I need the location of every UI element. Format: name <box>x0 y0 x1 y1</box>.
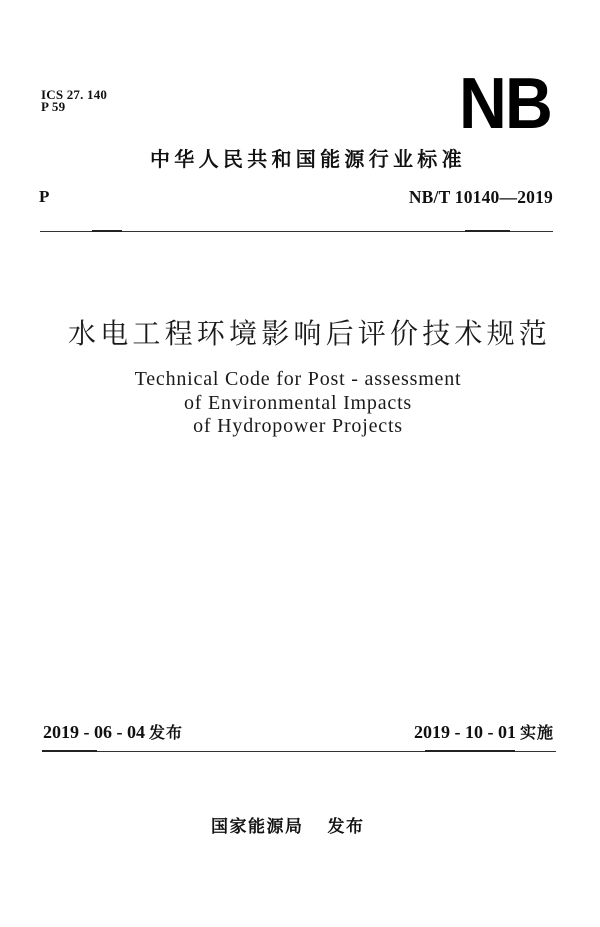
document-title-en <box>0 368 600 439</box>
top-divider-accent-left <box>92 230 122 232</box>
bottom-divider-accent-right <box>425 750 515 752</box>
issue-date: 2019 - 06 - 04 <box>43 722 145 742</box>
title-en-line-3: of Hydropower Projects <box>193 415 403 437</box>
bottom-divider-accent-left <box>42 750 97 752</box>
title-en-line-2: of Environmental Impacts <box>183 391 413 414</box>
publisher-name: 国家能源局 <box>211 817 304 837</box>
issue-date-block <box>43 720 183 745</box>
publisher-line <box>211 814 365 840</box>
top-divider-accent-right <box>465 230 510 232</box>
title-en-line-1: Technical Code for Post - assessment <box>134 368 462 390</box>
implementation-date-block <box>414 720 554 745</box>
issue-label: 发布 <box>149 723 184 742</box>
publisher-action: 发布 <box>327 817 365 837</box>
industry-standard-heading: 中华人民共和国能源行业标准 <box>150 147 466 171</box>
ics-code: ICS 27. 140 <box>41 87 108 102</box>
implementation-label: 实施 <box>519 723 554 742</box>
implementation-date: 2019 - 10 - 01 <box>413 722 516 742</box>
ics-classification-block <box>41 89 107 113</box>
classification-code: P 59 <box>41 99 66 114</box>
standard-number: NB/T 10140—2019 <box>408 187 553 207</box>
document-title-cn: 水电工程环境影响后评价技术规范 <box>68 317 552 350</box>
category-letter: P <box>39 187 50 206</box>
nb-logo: NB <box>459 64 551 144</box>
